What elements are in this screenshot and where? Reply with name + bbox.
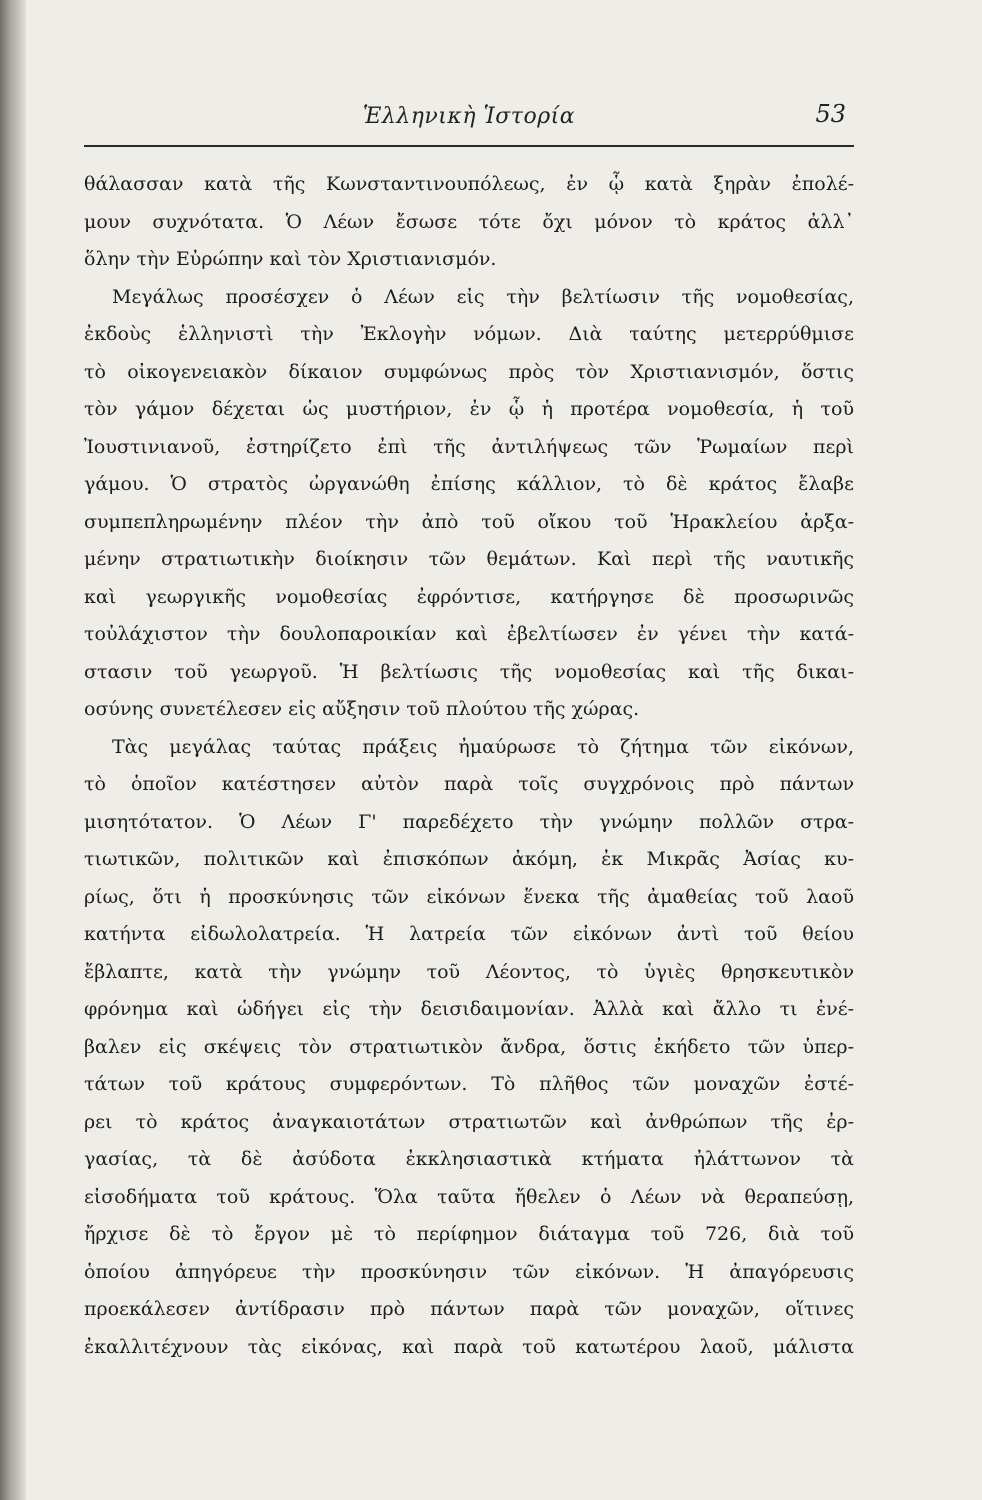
text-line: τοὐλάχιστον τὴν δουλοπαροικίαν καὶ ἐβελτίωσεν ἐν γένει τὴν κατά- bbox=[84, 623, 854, 645]
text-line: Μεγάλως προσέσχεν ὁ Λέων εἰς τὴν βελτίωσιν τῆς νομοθεσίας, bbox=[112, 285, 854, 308]
text-line: μένην στρατιωτικὴν διοίκησιν τῶν θεμάτων. Καὶ περὶ τῆς ναυτικῆς bbox=[84, 548, 854, 570]
text-line: ἐκαλλιτέχνουν τὰς εἰκόνας, καὶ παρὰ τοῦ κατωτέρου λαοῦ, μάλιστα bbox=[84, 1335, 854, 1358]
page-header bbox=[84, 96, 854, 136]
text-line: Τὰς μεγάλας ταύτας πράξεις ἠμαύρωσε τὸ ζήτημα τῶν εἰκόνων, bbox=[112, 735, 854, 758]
text-line: γάμου. Ὁ στρατὸς ὠργανώθη ἐπίσης κάλλιον, τὸ δὲ κράτος ἔλαβε bbox=[84, 473, 854, 495]
text-line: φρόνημα καὶ ὡδήγει εἰς τὴν δεισιδαιμονίαν. Ἀλλὰ καὶ ἄλλο τι ἐνέ- bbox=[84, 998, 854, 1020]
text-line: βαλεν εἰς σκέψεις τὸν στρατιωτικὸν ἄνδρα, ὅστις ἐκήδετο τῶν ὑπερ- bbox=[84, 1035, 854, 1058]
text-line: τιωτικῶν, πολιτικῶν καὶ ἐπισκόπων ἀκόμη, ἐκ Μικρᾶς Ἀσίας κυ- bbox=[84, 848, 854, 870]
body-text bbox=[84, 166, 854, 1366]
text-line: μουν συχνότατα. Ὁ Λέων ἔσωσε τότε ὄχι μόνον τὸ κράτος ἀλλ᾿ bbox=[84, 210, 854, 233]
text-line: ἔβλαπτε, κατὰ τὴν γνώμην τοῦ Λέοντος, τὸ ὑγιὲς θρησκευτικὸν bbox=[84, 960, 854, 983]
text-line: Ἰουστινιανοῦ, ἐστηρίζετο ἐπὶ τῆς ἀντιλήψεως τῶν Ῥωμαίων περὶ bbox=[84, 435, 854, 458]
text-line: καὶ γεωργικῆς νομοθεσίας ἐφρόντισε, κατήργησε δὲ προσωρινῶς bbox=[84, 585, 854, 608]
text-line: ἐκδοὺς ἑλληνιστὶ τὴν Ἐκλογὴν νόμων. Διὰ ταύτης μετερρύθμισε bbox=[84, 323, 854, 345]
text-line: ὅλην τὴν Εὐρώπην καὶ τὸν Χριστιανισμόν. bbox=[84, 248, 497, 270]
text-line: ρίως, ὅτι ἡ προσκύνησις τῶν εἰκόνων ἕνεκα τῆς ἀμαθείας τοῦ λαοῦ bbox=[84, 885, 854, 908]
header-rule bbox=[84, 145, 854, 147]
running-title: Ἑλληνικὴ Ἱστορία bbox=[362, 104, 576, 129]
text-line: κατήντα εἰδωλολατρεία. Ἡ λατρεία τῶν εἰκόνων ἀντὶ τοῦ θείου bbox=[84, 923, 854, 945]
text-line: προεκάλεσεν ἀντίδρασιν πρὸ πάντων παρὰ τῶν μοναχῶν, οἵτινες bbox=[84, 1298, 854, 1320]
page-number: 53 bbox=[815, 100, 846, 128]
text-line: ἤρχισε δὲ τὸ ἔργον μὲ τὸ περίφημον διάταγμα τοῦ 726, διὰ τοῦ bbox=[84, 1223, 854, 1245]
text-line: συμπεπληρωμένην πλέον τὴν ἀπὸ τοῦ οἴκου τοῦ Ἡρακλείου ἀρξα- bbox=[84, 510, 854, 533]
text-line: στασιν τοῦ γεωργοῦ. Ἡ βελτίωσις τῆς νομοθεσίας καὶ τῆς δικαι- bbox=[84, 660, 854, 683]
text-line: τὸ ὁποῖον κατέστησεν αὐτὸν παρὰ τοῖς συγχρόνοις πρὸ πάντων bbox=[84, 773, 854, 795]
text-line: ρει τὸ κράτος ἀναγκαιοτάτων στρατιωτῶν καὶ ἀνθρώπων τῆς ἐρ- bbox=[84, 1110, 854, 1133]
text-line: τὸν γάμον δέχεται ὡς μυστήριον, ἐν ᾧ ἡ προτέρα νομοθεσία, ἡ τοῦ bbox=[84, 398, 854, 420]
text-line: εἰσοδήματα τοῦ κράτους. Ὅλα ταῦτα ἤθελεν ὁ Λέων νὰ θεραπεύσῃ, bbox=[84, 1185, 854, 1208]
text-line: ὁποίου ἀπηγόρευε τὴν προσκύνησιν τῶν εἰκόνων. Ἡ ἀπαγόρευσις bbox=[84, 1260, 854, 1283]
text-line: γασίας, τὰ δὲ ἀσύδοτα ἐκκλησιαστικὰ κτήματα ἠλάττωνον τὰ bbox=[84, 1148, 854, 1170]
text-line: τὸ οἰκογενειακὸν δίκαιον συμφώνως πρὸς τὸν Χριστιανισμόν, ὅστις bbox=[84, 360, 854, 383]
text-line: οσύνης συνετέλεσεν εἰς αὔξησιν τοῦ πλούτου τῆς χώρας. bbox=[84, 698, 640, 720]
text-line: τάτων τοῦ κράτους συμφερόντων. Τὸ πλῆθος τῶν μοναχῶν ἐστέ- bbox=[84, 1073, 854, 1095]
text-line: θάλασσαν κατὰ τῆς Κωνσταντινουπόλεως, ἐν ᾧ κατὰ ξηρὰν ἐπολέ- bbox=[84, 173, 854, 195]
text-line: μισητότατον. Ὁ Λέων Γ' παρεδέχετο τὴν γνώμην πολλῶν στρα- bbox=[84, 810, 854, 833]
binding-gutter-shadow bbox=[0, 0, 26, 1500]
